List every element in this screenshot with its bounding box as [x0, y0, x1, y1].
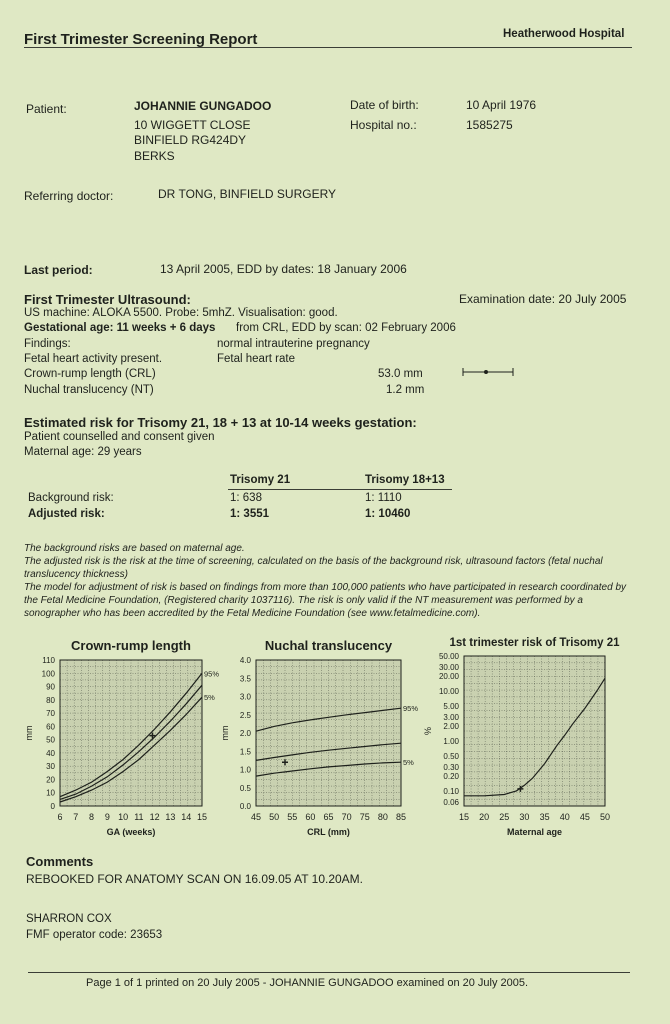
y-tick-label: 20.00	[438, 671, 459, 681]
y-axis-label: mm	[24, 725, 34, 741]
adjusted-risk-t21: 1: 3551	[230, 508, 270, 520]
y-tick-label: 60	[46, 722, 55, 732]
fetal-heart-rate-label: Fetal heart rate	[217, 353, 295, 365]
x-tick-label: 15	[196, 812, 208, 822]
x-tick-label: 80	[377, 812, 388, 822]
x-tick-label: 10	[118, 812, 129, 822]
chart-title: 1st trimester risk of Trisomy 21	[449, 637, 620, 649]
y-tick-label: 2.5	[239, 710, 251, 720]
note-3: The model for adjustment of risk is based on findings from more than 100,000 patients who have participated in research coordinated by the Fetal Medicine Foundation, (Registered charity 1037116). The risk is only valid if the NT measurement was performed by a sonographer who has been accredited by the Fetal Medicine Foundation (see www.fetalmedicine.com).	[24, 582, 627, 619]
y-tick-label: 110	[42, 656, 55, 665]
examination-date: Examination date: 20 July 2005	[459, 292, 627, 306]
us-machine: US machine: ALOKA 5500. Probe: 5mhZ. Visualisation: good.	[24, 307, 338, 319]
x-tick-label: 30	[519, 812, 530, 822]
adjusted-risk-label: Adjusted risk:	[28, 508, 105, 520]
y-axis-label: %	[423, 726, 433, 736]
x-tick-label: 40	[559, 812, 570, 822]
referring-doctor-label: Referring doctor:	[24, 189, 114, 203]
x-tick-label: 20	[479, 812, 490, 822]
x-tick-label: 6	[57, 812, 63, 822]
y-tick-label: 0.30	[443, 763, 459, 773]
x-tick-label: 70	[341, 812, 352, 822]
risk-heading: Estimated risk for Trisomy 21, 18 + 13 at 10-14 weeks gestation:	[24, 415, 417, 430]
background-risk-t21: 1: 638	[230, 492, 262, 504]
x-tick-label: 35	[539, 812, 550, 822]
y-tick-label: 4.0	[239, 656, 251, 665]
x-tick-label: 15	[458, 812, 470, 822]
background-risk-t18: 1: 1110	[365, 492, 402, 504]
col-header-trisomy-18-13: Trisomy 18+13	[365, 474, 445, 486]
note-1: The background risks are based on maternal age.	[24, 543, 245, 554]
y-tick-label: 40	[46, 748, 55, 758]
y-tick-label: 100	[41, 669, 55, 679]
nt-label: Nuchal translucency (NT)	[24, 384, 154, 396]
patient-name: JOHANNIE GUNGADOO	[134, 99, 272, 113]
y-tick-label: 80	[46, 695, 55, 705]
note-2: The adjusted risk is the risk at the time of screening, calculated on the basis of the background risk, ultrasound factors (fetal nuchal translucency thickness)	[24, 556, 603, 580]
x-tick-label: 9	[104, 812, 110, 822]
page-footer: Page 1 of 1 printed on 20 July 2005 - JOHANNIE GUNGADOO examined on 20 July 2005.	[86, 977, 529, 989]
comments-heading: Comments	[26, 854, 94, 869]
y-tick-label: 30	[46, 762, 55, 772]
y-tick-label: 0.5	[239, 783, 251, 793]
series-label: 95%	[403, 704, 419, 714]
dob-label: Date of birth:	[350, 98, 419, 112]
background-risk-label: Background risk:	[28, 492, 114, 504]
x-tick-label: 60	[305, 812, 316, 822]
y-tick-label: 0.50	[443, 752, 459, 761]
series-label: 5%	[403, 758, 414, 768]
maternal-age: Maternal age: 29 years	[24, 446, 142, 458]
x-tick-label: 75	[359, 812, 370, 822]
y-tick-label: 10.00	[438, 686, 459, 696]
x-tick-label: 85	[395, 812, 407, 822]
crl-value: 53.0 mm	[378, 368, 423, 380]
x-tick-label: 45	[250, 812, 262, 822]
risk-chart	[420, 632, 625, 842]
adjusted-risk-t18: 1: 10460	[365, 508, 411, 520]
y-tick-label: 10	[46, 788, 55, 798]
hospital-name: Heatherwood Hospital	[503, 28, 625, 40]
x-axis-label: GA (weeks)	[106, 827, 156, 837]
y-axis-label: mm	[220, 725, 230, 741]
operator-code: FMF operator code: 23653	[26, 929, 163, 941]
findings-label: Findings:	[24, 338, 71, 350]
chart-title: Nuchal translucency	[264, 638, 393, 653]
hospital-no-label: Hospital no.:	[350, 118, 417, 132]
y-tick-label: 50.00	[438, 652, 459, 661]
gestational-age: Gestational age: 11 weeks + 6 days	[24, 322, 216, 334]
y-tick-label: 2.00	[443, 721, 459, 731]
x-tick-label: 50	[599, 812, 611, 822]
dob-value: 10 April 1976	[466, 98, 537, 112]
x-tick-label: 11	[134, 812, 144, 822]
y-tick-label: 3.0	[239, 692, 251, 702]
x-tick-label: 13	[165, 812, 176, 822]
y-tick-label: 0.10	[443, 786, 459, 796]
y-tick-label: 3.00	[443, 713, 459, 723]
y-tick-label: 0.20	[443, 771, 459, 781]
y-tick-label: 0.0	[239, 802, 251, 811]
risk-notes	[24, 542, 634, 620]
x-tick-label: 45	[579, 812, 590, 822]
crl-chart	[20, 632, 230, 842]
ultrasound-heading: First Trimester Ultrasound:	[24, 292, 191, 307]
nt-value: 1.2 mm	[386, 384, 425, 396]
last-period-label: Last period:	[24, 263, 93, 277]
x-tick-label: 8	[89, 812, 95, 822]
patient-address-line-3: BERKS	[134, 149, 175, 163]
nt-chart	[220, 632, 430, 842]
x-tick-label: 55	[287, 812, 298, 822]
y-tick-label: 2.0	[239, 729, 251, 738]
x-tick-label: 14	[181, 812, 192, 822]
header-rule	[24, 47, 632, 48]
x-tick-label: 25	[499, 812, 510, 822]
last-period-value: 13 April 2005, EDD by dates: 18 January 2006	[160, 262, 407, 276]
series-label: 95%	[204, 669, 220, 679]
x-tick-label: 65	[323, 812, 334, 822]
y-tick-label: 1.00	[443, 736, 459, 746]
x-axis-label: Maternal age	[506, 827, 563, 837]
x-tick-label: 50	[269, 812, 280, 822]
comments-text: REBOOKED FOR ANATOMY SCAN ON 16.09.05 AT 10.20AM.	[26, 872, 364, 886]
chart-title: Crown-rump length	[71, 638, 191, 653]
y-tick-label: 3.5	[239, 674, 251, 684]
y-tick-label: 1.0	[239, 765, 251, 775]
referring-doctor-value: DR TONG, BINFIELD SURGERY	[158, 187, 337, 201]
footer-rule	[28, 972, 630, 973]
report-title: First Trimester Screening Report	[24, 31, 258, 48]
y-tick-label: 30.00	[438, 663, 459, 673]
col-header-trisomy-21: Trisomy 21	[230, 474, 291, 486]
risk-table-rule	[228, 489, 452, 490]
findings-value: normal intrauterine pregnancy	[217, 338, 370, 350]
x-tick-label: 12	[149, 812, 160, 822]
y-tick-label: 50	[46, 735, 55, 745]
x-axis-label: CRL (mm)	[307, 827, 350, 837]
crl-range-indicator	[462, 366, 516, 378]
patient-label: Patient:	[26, 102, 67, 116]
y-tick-label: 90	[46, 682, 55, 692]
crl-label: Crown-rump length (CRL)	[24, 368, 156, 380]
y-tick-label: 0.06	[443, 798, 459, 808]
y-tick-label: 1.5	[239, 747, 251, 757]
y-tick-label: 20	[46, 775, 55, 785]
y-tick-label: 5.00	[443, 702, 459, 711]
patient-address-line-2: BINFIELD RG424DY	[134, 133, 247, 147]
operator-name: SHARRON COX	[26, 913, 112, 925]
y-tick-label: 0	[50, 802, 55, 811]
x-tick-label: 7	[73, 812, 79, 822]
counselled-text: Patient counselled and consent given	[24, 431, 215, 443]
y-tick-label: 70	[46, 709, 55, 719]
series-label: 5%	[204, 693, 215, 703]
patient-address-line-1: 10 WIGGETT CLOSE	[134, 118, 251, 132]
edd-by-scan: from CRL, EDD by scan: 02 February 2006	[236, 322, 456, 334]
fetal-heart-activity: Fetal heart activity present.	[24, 353, 163, 365]
hospital-no-value: 1585275	[466, 118, 513, 132]
